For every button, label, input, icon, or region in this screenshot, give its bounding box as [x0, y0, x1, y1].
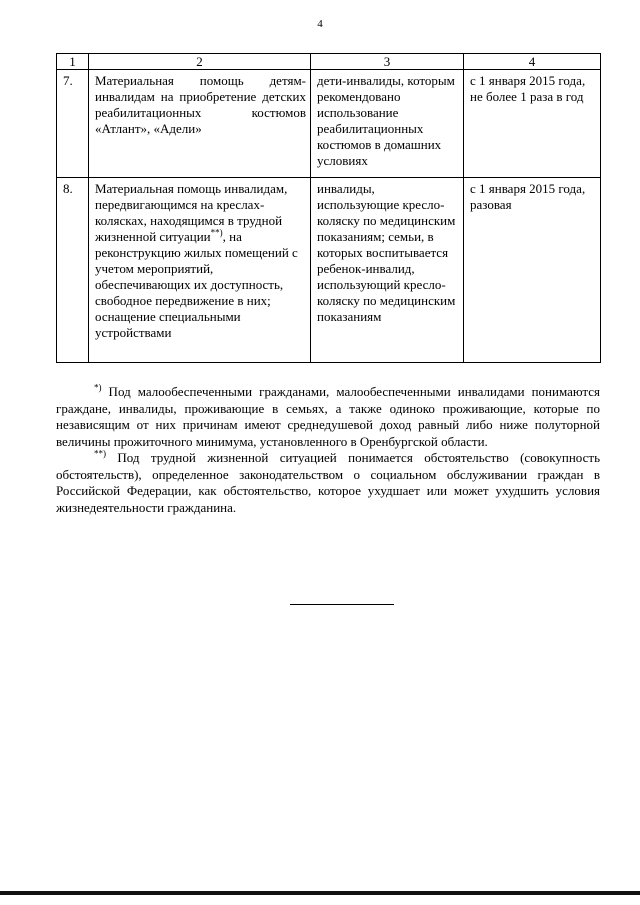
description-text: Материальная помощь инвалидам, передвигающимся на креслах-колясках, находящимся в трудной жизненной ситуации — [95, 181, 288, 244]
footnote-text: Под трудной жизненной ситуацией понимается обстоятельство (совокупность обстоятельств), определенное законодательством о социальном обслуживании граждан в Российской Федерации, как обстоятельство, которое ухудшает или может ухудшить условия жизнедеятельности гражданина. — [56, 450, 600, 515]
table-row — [57, 178, 601, 363]
column-header: 3 — [311, 54, 464, 70]
row-number: 7. — [57, 70, 89, 178]
footnotes — [56, 384, 600, 516]
benefit-terms: с 1 января 2015 года, разовая — [464, 178, 601, 363]
page-number: 4 — [317, 18, 323, 30]
recipient-category: инвалиды, использующие кресло-коляску по медицинским показаниям; семьи, в которых воспитывается ребенок-инвалид, использующий кресло-коляску по медицинским показаниям — [311, 178, 464, 363]
benefits-table — [56, 53, 601, 363]
footnote-ref: **) — [210, 227, 223, 238]
recipient-category: дети-инвалиды, которым рекомендовано использование реабилитационных костюмов в домашних условиях — [311, 70, 464, 178]
description-text: , на реконструкцию жилых помещений с учетом мероприятий, обеспечивающих их доступность, свободное передвижение в них; оснащение специальными устройствами — [95, 229, 298, 340]
table-row — [57, 70, 601, 178]
footnote — [56, 384, 600, 450]
column-header: 2 — [89, 54, 311, 70]
benefit-terms: с 1 января 2015 года, не более 1 раза в год — [464, 70, 601, 178]
benefit-description — [89, 178, 311, 363]
row-number: 8. — [57, 178, 89, 363]
table-header-row — [57, 54, 601, 70]
page-bottom-border — [0, 891, 640, 895]
footnote-marker: **) — [94, 448, 106, 459]
footnote-marker: *) — [94, 382, 102, 393]
end-separator-line — [290, 604, 394, 605]
column-header: 4 — [464, 54, 601, 70]
footnote-text: Под малообеспеченными гражданами, малообеспеченными инвалидами понимаются граждане, инвалиды, проживающие в семьях, а также одиноко проживающие, которые по независящим от них причинам имеют среднедушевой доход равный либо ниже полуторной величины прожиточного минимума, установленного в Оренбургской области. — [56, 384, 600, 449]
footnote — [56, 450, 600, 516]
column-header: 1 — [57, 54, 89, 70]
benefit-description: Материальная помощь детям-инвалидам на приобретение детских реабилитационных костюмов «Атлант», «Адели» — [89, 70, 311, 178]
